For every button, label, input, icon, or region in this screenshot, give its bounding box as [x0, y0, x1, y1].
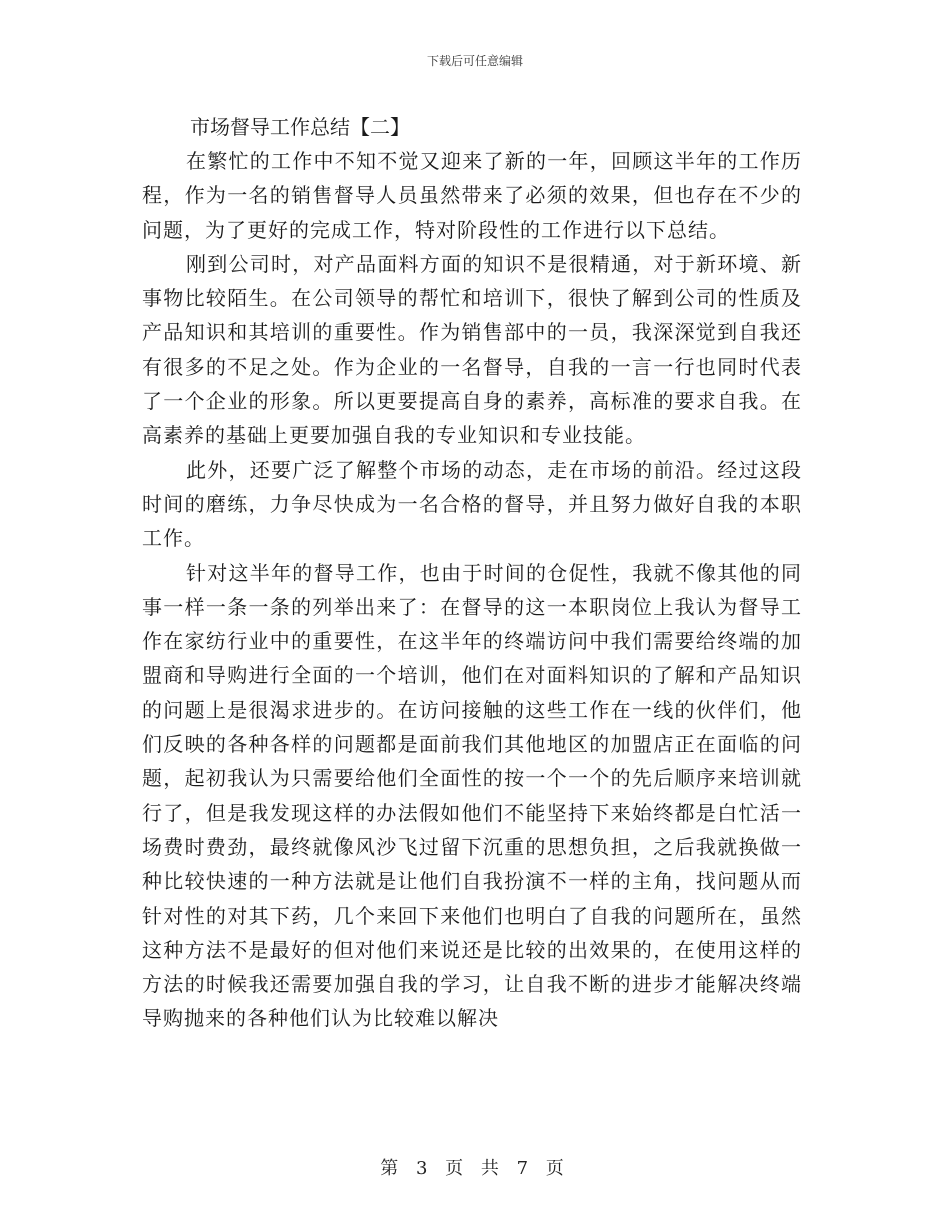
page-number-footer: 第 3 页 共 7 页 — [380, 1158, 570, 1179]
page-header: 下载后可任意编辑 — [426, 54, 523, 68]
paragraph-2: 刚到公司时，对产品面料方面的知识不是很精通，对于新环境、新事物比较陌生。在公司领导的帮忙和培训下，很快了解到公司的性质及产品知识和其培训的重要性。作为销售部中的一员，我深深觉到自我还有很多的不足之处。作为企业的一名督导，自我的一言一行也同时代表了一个企业的形象。所以更要提高自身的素养，高标准的要求自我。在高素养的基础上更要加强自我的专业知识和专业技能。 — [142, 251, 802, 448]
paragraph-1: 在繁忙的工作中不知不觉又迎来了新的一年，回顾这半年的工作历程，作为一名的销售督导人员虽然带来了必须的效果，但也存在不少的问题，为了更好的完成工作，特对阶段性的工作进行以下总结。 — [142, 149, 802, 242]
document-body — [142, 110, 802, 1036]
paragraph-4: 针对这半年的督导工作，也由于时间的仓促性，我就不像其他的同事一样一条一条的列举出来了：在督导的这一本职岗位上我认为督导工作在家纺行业中的重要性，在这半年的终端访问中我们需要给终端的加盟商和导购进行全面的一个培训，他们在对面料知识的了解和产品知识的问题上是很渴求进步的。在访问接触的这些工作在一线的伙伴们，他们反映的各种各样的问题都是面前我们其他地区的加盟店正在面临的问题，起初我认为只需要给他们全面性的按一个一个的先后顺序来培训就行了，但是我发现这样的办法假如他们不能坚持下来始终都是白忙活一场费时费劲，最终就像风沙飞过留下沉重的思想负担，之后我就换做一种比较快速的一种方法就是让他们自我扮演不一样的主角，找问题从而针对性的对其下药，几个来回下来他们也明白了自我的问题所在，虽然这种方法不是最好的但对他们来说还是比较的出效果的，在使用这样的方法的时候我还需要加强自我的学习，让自我不断的进步才能解决终端导购抛来的各种他们认为比较难以解决 — [142, 560, 802, 1031]
paragraph-3: 此外，还要广泛了解整个市场的动态，走在市场的前沿。经过这段时间的磨练，力争尽快成为一名合格的督导，并且努力做好自我的本职工作。 — [142, 457, 802, 551]
section-heading: 市场督导工作总结【二】 — [190, 115, 410, 139]
